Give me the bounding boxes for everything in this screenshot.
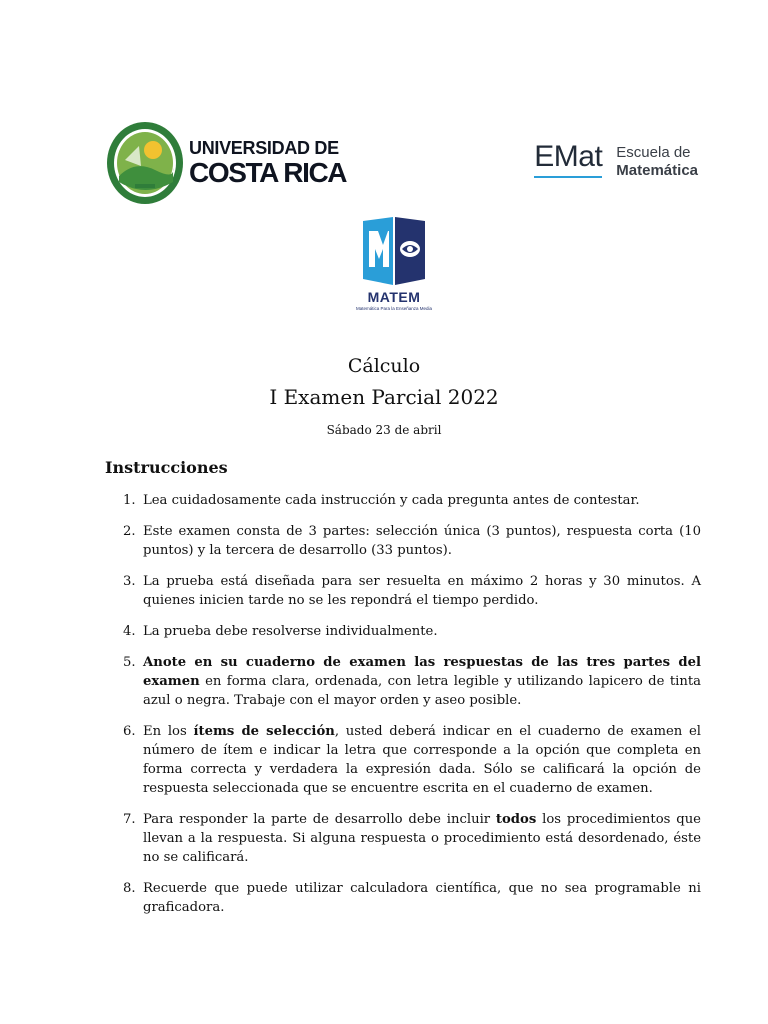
instruction-item (105, 572, 701, 610)
instruction-text: en forma clara, ordenada, con letra legible y utilizando lapicero de tinta azul o negra. Trabaje con el mayor orden y aseo posible. (143, 674, 701, 708)
exam-title: I Examen Parcial 2022 (269, 385, 499, 409)
matem-wordmark: MATEM (367, 289, 421, 305)
matem-subtitle: Matemática Para la Enseñanza Media (355, 306, 433, 311)
instruction-text: En los (143, 724, 194, 739)
emat-line2: Matemática (616, 162, 698, 179)
instruction-item (105, 522, 701, 560)
ucr-name-line1: UNIVERSIDAD DE (189, 138, 339, 158)
instruction-number: 5. (123, 655, 136, 670)
instruction-number: 1. (123, 493, 136, 508)
ucr-seal-icon (105, 120, 185, 206)
instruction-text: Este examen consta de 3 partes: selección única (3 puntos), respuesta corta (10 puntos) y la tercera de desarrollo (33 puntos). (143, 524, 701, 558)
instruction-text: Para responder la parte de desarrollo debe incluir (143, 812, 496, 827)
matem-logo (334, 215, 454, 311)
instructions-heading: Instrucciones (105, 458, 228, 477)
emat-underline (534, 176, 602, 178)
instruction-emphasis: todos (495, 812, 537, 827)
instruction-item (105, 722, 701, 798)
emat-wordmark: EMat (534, 140, 603, 173)
ucr-logo (105, 120, 346, 206)
instruction-number: 7. (123, 812, 136, 827)
instruction-number: 8. (123, 881, 136, 896)
instruction-number: 4. (123, 624, 136, 639)
instructions-list (105, 491, 701, 917)
matem-badge-icon (359, 215, 429, 287)
document-header (105, 120, 698, 210)
emat-line1: Escuela de (616, 144, 691, 161)
instructions-section (105, 458, 701, 929)
instruction-number: 3. (123, 574, 136, 589)
exam-date: Sábado 23 de abril (326, 423, 442, 437)
ucr-name-line2: COSTA RICA (189, 157, 347, 188)
instruction-item (105, 653, 701, 710)
instruction-text: Lea cuidadosamente cada instrucción y cada pregunta antes de contestar. (143, 493, 640, 508)
instruction-item (105, 622, 701, 641)
instruction-text: Recuerde que puede utilizar calculadora científica, que no sea programable ni graficadora. (143, 881, 701, 915)
instruction-number: 2. (123, 524, 136, 539)
instruction-emphasis: ítems de selección (193, 724, 335, 739)
course-title: Cálculo (347, 355, 421, 377)
instruction-text: los procedimientos que llevan a la respuesta. Si alguna respuesta o procedimiento está desordenado, éste no se calificará. (143, 812, 701, 865)
emat-logo (534, 140, 698, 180)
instruction-number: 6. (123, 724, 136, 739)
exam-title-block (0, 355, 768, 437)
instruction-emphasis: Anote en su cuaderno de examen las respuestas de las tres partes del examen (143, 655, 701, 689)
instruction-item (105, 810, 701, 867)
instruction-text: La prueba está diseñada para ser resuelta en máximo 2 horas y 30 minutos. A quienes inicien tarde no se les repondrá el tiempo perdido. (143, 574, 701, 608)
instruction-text: La prueba debe resolverse individualmente. (143, 624, 438, 639)
instruction-item (105, 491, 701, 510)
instruction-item (105, 879, 701, 917)
instruction-text: , usted deberá indicar en el cuaderno de examen el número de ítem e indicar la letra que corresponde a la opción que completa en forma correcta y verdadera la expresión dada. Sólo se calificará la opción de respuesta seleccionada que se encuentre escrita en el cuaderno de examen. (143, 724, 701, 796)
